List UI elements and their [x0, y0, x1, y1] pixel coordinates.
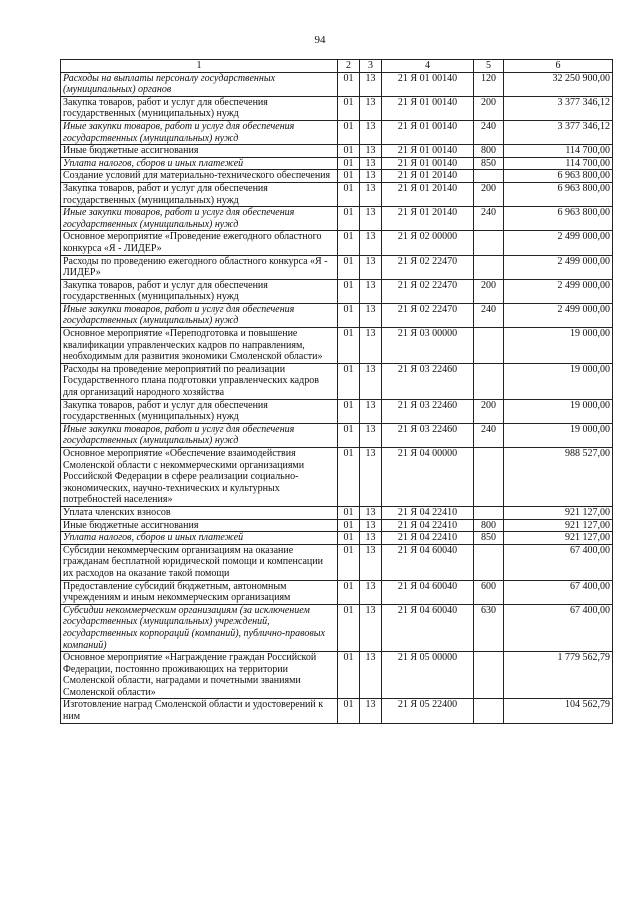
row-amount-cell: 3 377 346,12	[504, 96, 613, 120]
table-row	[61, 145, 613, 158]
row-section-cell: 01	[338, 532, 360, 545]
row-target-article-cell: 21 Я 01 00140	[382, 120, 474, 144]
table-row	[61, 519, 613, 532]
row-target-article-cell: 21 Я 05 00000	[382, 652, 474, 699]
row-name-cell: Основное мероприятие «Обеспечение взаимодействия Смоленской области с некоммерческими организациями Российской Федерации в сфере реализации социально-экономических, научно-технических и культурных потребностей населения»	[61, 448, 338, 507]
table-row	[61, 182, 613, 206]
row-name-cell: Субсидии некоммерческим организациям на оказание гражданам бесплатной юридической помощи и компенсации их расходов на оказание такой помощи	[61, 544, 338, 580]
row-target-article-cell: 21 Я 01 00140	[382, 72, 474, 96]
row-subsection-cell: 13	[360, 652, 382, 699]
row-expense-type-cell: 240	[474, 207, 504, 231]
row-subsection-cell: 13	[360, 519, 382, 532]
row-expense-type-cell: 600	[474, 580, 504, 604]
row-subsection-cell: 13	[360, 303, 382, 327]
row-name-cell: Иные закупки товаров, работ и услуг для обеспечения государственных (муниципальных) нужд	[61, 120, 338, 144]
row-name-cell: Иные закупки товаров, работ и услуг для обеспечения государственных (муниципальных) нужд	[61, 207, 338, 231]
row-subsection-cell: 13	[360, 182, 382, 206]
table-row	[61, 580, 613, 604]
row-target-article-cell: 21 Я 03 22460	[382, 363, 474, 399]
row-target-article-cell: 21 Я 02 22470	[382, 279, 474, 303]
row-expense-type-cell: 850	[474, 157, 504, 170]
table-row	[61, 328, 613, 364]
row-amount-cell: 921 127,00	[504, 519, 613, 532]
row-expense-type-cell: 200	[474, 279, 504, 303]
row-amount-cell: 2 499 000,00	[504, 303, 613, 327]
row-amount-cell: 114 700,00	[504, 145, 613, 158]
row-amount-cell: 32 250 900,00	[504, 72, 613, 96]
row-name-cell: Расходы на проведение мероприятий по реализации Государственного плана подготовки управленческих кадров для организаций народного хозяйства	[61, 363, 338, 399]
row-section-cell: 01	[338, 145, 360, 158]
row-section-cell: 01	[338, 544, 360, 580]
row-target-article-cell: 21 Я 03 00000	[382, 328, 474, 364]
table-row	[61, 363, 613, 399]
table-row	[61, 604, 613, 651]
row-name-cell: Основное мероприятие «Проведение ежегодного областного конкурса «Я - ЛИДЕР»	[61, 231, 338, 255]
row-subsection-cell: 13	[360, 120, 382, 144]
row-section-cell: 01	[338, 519, 360, 532]
table-row	[61, 699, 613, 723]
row-section-cell: 01	[338, 96, 360, 120]
row-target-article-cell: 21 Я 03 22460	[382, 423, 474, 447]
header-col-3: 3	[360, 60, 382, 73]
row-target-article-cell: 21 Я 02 22470	[382, 303, 474, 327]
row-target-article-cell: 21 Я 01 00140	[382, 157, 474, 170]
row-amount-cell: 2 499 000,00	[504, 231, 613, 255]
row-subsection-cell: 13	[360, 255, 382, 279]
row-expense-type-cell	[474, 448, 504, 507]
row-expense-type-cell: 200	[474, 182, 504, 206]
row-target-article-cell: 21 Я 04 00000	[382, 448, 474, 507]
row-expense-type-cell	[474, 363, 504, 399]
row-amount-cell: 1 779 562,79	[504, 652, 613, 699]
row-name-cell: Создание условий для материально-технического обеспечения	[61, 170, 338, 183]
header-col-6: 6	[504, 60, 613, 73]
row-amount-cell: 6 963 800,00	[504, 207, 613, 231]
row-section-cell: 01	[338, 255, 360, 279]
row-subsection-cell: 13	[360, 157, 382, 170]
row-section-cell: 01	[338, 604, 360, 651]
row-expense-type-cell: 200	[474, 399, 504, 423]
row-expense-type-cell	[474, 544, 504, 580]
header-col-4: 4	[382, 60, 474, 73]
row-amount-cell: 67 400,00	[504, 580, 613, 604]
row-name-cell: Расходы по проведению ежегодного областного конкурса «Я - ЛИДЕР»	[61, 255, 338, 279]
row-amount-cell: 19 000,00	[504, 328, 613, 364]
row-expense-type-cell: 630	[474, 604, 504, 651]
row-target-article-cell: 21 Я 04 60040	[382, 580, 474, 604]
table-row	[61, 423, 613, 447]
row-name-cell: Закупка товаров, работ и услуг для обеспечения государственных (муниципальных) нужд	[61, 279, 338, 303]
row-section-cell: 01	[338, 207, 360, 231]
row-target-article-cell: 21 Я 01 00140	[382, 96, 474, 120]
row-subsection-cell: 13	[360, 423, 382, 447]
table-row	[61, 231, 613, 255]
table-row	[61, 279, 613, 303]
header-col-2: 2	[338, 60, 360, 73]
row-amount-cell: 2 499 000,00	[504, 279, 613, 303]
table-body	[61, 72, 613, 723]
row-name-cell: Изготовление наград Смоленской области и удостоверений к ним	[61, 699, 338, 723]
row-subsection-cell: 13	[360, 544, 382, 580]
row-expense-type-cell: 240	[474, 303, 504, 327]
row-amount-cell: 6 963 800,00	[504, 170, 613, 183]
table-row	[61, 255, 613, 279]
row-target-article-cell: 21 Я 04 22410	[382, 519, 474, 532]
row-target-article-cell: 21 Я 03 22460	[382, 399, 474, 423]
budget-table	[60, 59, 613, 724]
row-name-cell: Иные бюджетные ассигнования	[61, 145, 338, 158]
row-section-cell: 01	[338, 231, 360, 255]
row-expense-type-cell	[474, 699, 504, 723]
row-name-cell: Уплата налогов, сборов и иных платежей	[61, 532, 338, 545]
row-target-article-cell: 21 Я 04 22410	[382, 532, 474, 545]
row-name-cell: Иные закупки товаров, работ и услуг для обеспечения государственных (муниципальных) нужд	[61, 303, 338, 327]
row-amount-cell: 67 400,00	[504, 544, 613, 580]
table-header-row	[61, 60, 613, 73]
table-row	[61, 157, 613, 170]
row-subsection-cell: 13	[360, 363, 382, 399]
row-section-cell: 01	[338, 399, 360, 423]
table-row	[61, 207, 613, 231]
row-expense-type-cell: 850	[474, 532, 504, 545]
row-subsection-cell: 13	[360, 399, 382, 423]
row-subsection-cell: 13	[360, 328, 382, 364]
row-target-article-cell: 21 Я 01 20140	[382, 170, 474, 183]
row-name-cell: Закупка товаров, работ и услуг для обеспечения государственных (муниципальных) нужд	[61, 96, 338, 120]
row-section-cell: 01	[338, 423, 360, 447]
row-expense-type-cell	[474, 328, 504, 364]
row-amount-cell: 921 127,00	[504, 506, 613, 519]
page-number: 94	[314, 34, 326, 46]
row-target-article-cell: 21 Я 01 20140	[382, 182, 474, 206]
row-subsection-cell: 13	[360, 231, 382, 255]
row-subsection-cell: 13	[360, 96, 382, 120]
row-section-cell: 01	[338, 120, 360, 144]
row-target-article-cell: 21 Я 01 00140	[382, 145, 474, 158]
row-name-cell: Иные бюджетные ассигнования	[61, 519, 338, 532]
row-name-cell: Уплата налогов, сборов и иных платежей	[61, 157, 338, 170]
row-name-cell: Закупка товаров, работ и услуг для обеспечения государственных (муниципальных) нужд	[61, 399, 338, 423]
row-amount-cell: 67 400,00	[504, 604, 613, 651]
table-row	[61, 72, 613, 96]
row-section-cell: 01	[338, 699, 360, 723]
table-row	[61, 448, 613, 507]
row-name-cell: Закупка товаров, работ и услуг для обеспечения государственных (муниципальных) нужд	[61, 182, 338, 206]
table-row	[61, 303, 613, 327]
row-section-cell: 01	[338, 170, 360, 183]
row-expense-type-cell	[474, 506, 504, 519]
row-name-cell: Предоставление субсидий бюджетным, автономным учреждениям и иным некоммерческим организациям	[61, 580, 338, 604]
row-expense-type-cell	[474, 652, 504, 699]
row-name-cell: Субсидии некоммерческим организациям (за исключением государственных (муниципальных) учреждений, государственных корпораций (компаний), публично-правовых компаний)	[61, 604, 338, 651]
table-row	[61, 506, 613, 519]
row-subsection-cell: 13	[360, 207, 382, 231]
row-section-cell: 01	[338, 182, 360, 206]
row-target-article-cell: 21 Я 04 22410	[382, 506, 474, 519]
row-expense-type-cell: 240	[474, 423, 504, 447]
row-subsection-cell: 13	[360, 448, 382, 507]
row-section-cell: 01	[338, 328, 360, 364]
table-row	[61, 170, 613, 183]
row-subsection-cell: 13	[360, 145, 382, 158]
row-expense-type-cell	[474, 255, 504, 279]
row-section-cell: 01	[338, 279, 360, 303]
row-amount-cell: 104 562,79	[504, 699, 613, 723]
row-name-cell: Основное мероприятие «Награждение граждан Российской Федерации, постоянно проживающих на территории Смоленской области, наградами и почетными званиями Смоленской области»	[61, 652, 338, 699]
row-subsection-cell: 13	[360, 170, 382, 183]
row-subsection-cell: 13	[360, 699, 382, 723]
row-expense-type-cell: 800	[474, 145, 504, 158]
row-section-cell: 01	[338, 303, 360, 327]
row-expense-type-cell: 800	[474, 519, 504, 532]
row-section-cell: 01	[338, 652, 360, 699]
row-section-cell: 01	[338, 363, 360, 399]
row-subsection-cell: 13	[360, 532, 382, 545]
table-row	[61, 120, 613, 144]
row-amount-cell: 2 499 000,00	[504, 255, 613, 279]
table-row	[61, 532, 613, 545]
row-section-cell: 01	[338, 157, 360, 170]
row-section-cell: 01	[338, 72, 360, 96]
table-row	[61, 544, 613, 580]
row-target-article-cell: 21 Я 04 60040	[382, 544, 474, 580]
row-expense-type-cell	[474, 170, 504, 183]
row-subsection-cell: 13	[360, 279, 382, 303]
row-section-cell: 01	[338, 506, 360, 519]
row-expense-type-cell	[474, 231, 504, 255]
row-amount-cell: 988 527,00	[504, 448, 613, 507]
row-target-article-cell: 21 Я 05 22400	[382, 699, 474, 723]
table-row	[61, 652, 613, 699]
row-amount-cell: 3 377 346,12	[504, 120, 613, 144]
row-subsection-cell: 13	[360, 604, 382, 651]
row-subsection-cell: 13	[360, 580, 382, 604]
row-amount-cell: 19 000,00	[504, 363, 613, 399]
row-section-cell: 01	[338, 580, 360, 604]
row-amount-cell: 19 000,00	[504, 399, 613, 423]
row-amount-cell: 19 000,00	[504, 423, 613, 447]
row-section-cell: 01	[338, 448, 360, 507]
row-expense-type-cell: 200	[474, 96, 504, 120]
row-name-cell: Уплата членских взносов	[61, 506, 338, 519]
row-target-article-cell: 21 Я 02 22470	[382, 255, 474, 279]
row-name-cell: Основное мероприятие «Переподготовка и повышение квалификации управленческих кадров по направлениям, необходимым для развития экономики Смоленской области»	[61, 328, 338, 364]
row-target-article-cell: 21 Я 01 20140	[382, 207, 474, 231]
header-col-1: 1	[61, 60, 338, 73]
table-row	[61, 399, 613, 423]
table-row	[61, 96, 613, 120]
row-amount-cell: 921 127,00	[504, 532, 613, 545]
row-target-article-cell: 21 Я 02 00000	[382, 231, 474, 255]
row-target-article-cell: 21 Я 04 60040	[382, 604, 474, 651]
row-amount-cell: 6 963 800,00	[504, 182, 613, 206]
row-expense-type-cell: 120	[474, 72, 504, 96]
row-name-cell: Расходы на выплаты персоналу государственных (муниципальных) органов	[61, 72, 338, 96]
row-expense-type-cell: 240	[474, 120, 504, 144]
row-name-cell: Иные закупки товаров, работ и услуг для обеспечения государственных (муниципальных) нужд	[61, 423, 338, 447]
header-col-5: 5	[474, 60, 504, 73]
row-subsection-cell: 13	[360, 506, 382, 519]
row-subsection-cell: 13	[360, 72, 382, 96]
row-amount-cell: 114 700,00	[504, 157, 613, 170]
